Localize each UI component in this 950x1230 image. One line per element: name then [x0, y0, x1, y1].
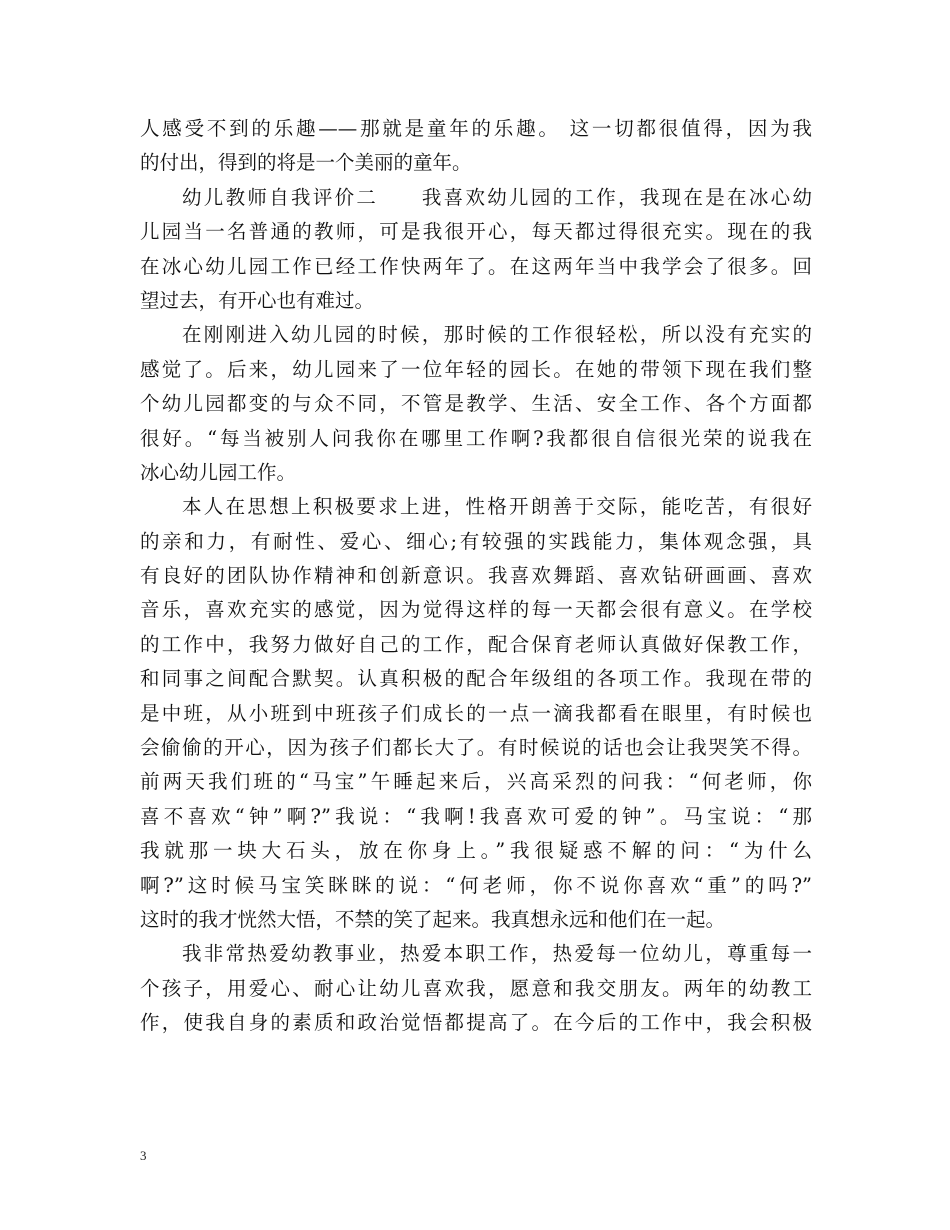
text-line: 很好。“每当被别人问我你在哪里工作啊?我都很自信很光荣的说我在	[140, 426, 812, 450]
text-line: 的工作中，我努力做好自己的工作，配合保育老师认真做好保教工作，	[140, 632, 812, 656]
text-line: 在刚刚进入幼儿园的时候，那时候的工作很轻松，所以没有充实的	[182, 323, 812, 347]
text-line: 我非常热爱幼教事业，热爱本职工作，热爱每一位幼儿，尊重每一	[182, 942, 812, 966]
text-line: 人感受不到的乐趣——那就是童年的乐趣。 这一切都很值得，因为我	[140, 117, 812, 140]
text-line: 和同事之间配合默契。认真积极的配合年级组的各项工作。我现在带的	[140, 667, 812, 691]
text-line: 儿园当一名普通的教师，可是我很开心，每天都过得很充实。现在的我	[140, 220, 812, 244]
page-number: 3	[140, 1148, 147, 1163]
text-line: 有良好的团队协作精神和创新意识。我喜欢舞蹈、喜欢钻研画画、喜欢	[140, 564, 812, 588]
text-line: 幼儿教师自我评价二 我喜欢幼儿园的工作，我现在是在冰心幼	[182, 185, 812, 209]
text-line: 冰心幼儿园工作。	[140, 460, 297, 484]
text-line: 在冰心幼儿园工作已经工作快两年了。在这两年当中我学会了很多。回	[140, 254, 812, 278]
text-line: 是中班，从小班到中班孩子们成长的一点一滴我都看在眼里，有时候也	[140, 701, 812, 725]
text-line: 的付出，得到的将是一个美丽的童年。	[140, 151, 472, 175]
text-line: 这时的我才恍然大悟，不禁的笑了起来。我真想永远和他们在一起。	[140, 907, 726, 931]
text-line: 喜不喜欢“钟”啊?”我说：“我啊!我喜欢可爱的钟”。马宝说：“那	[140, 804, 812, 828]
text-line: 本人在思想上积极要求上进，性格开朗善于交际，能吃苦，有很好	[182, 495, 812, 519]
text-line: 个幼儿园都变的与众不同，不管是教学、生活、安全工作、各个方面都	[140, 392, 812, 416]
text-line: 音乐，喜欢充实的感觉，因为觉得这样的每一天都会很有意义。在学校	[140, 598, 812, 622]
text-line: 感觉了。后来，幼儿园来了一位年轻的园长。在她的带领下现在我们整	[140, 357, 812, 381]
text-line: 个孩子，用爱心、耐心让幼儿喜欢我，愿意和我交朋友。两年的幼教工	[140, 976, 812, 1000]
text-line: 我就那一块大石头，放在你身上。”我很疑惑不解的问：“为什么	[140, 839, 812, 863]
text-line: 前两天我们班的“马宝”午睡起来后，兴高采烈的问我：“何老师，你	[140, 770, 812, 794]
text-line: 的亲和力，有耐性、爱心、细心;有较强的实践能力，集体观念强，具	[140, 529, 812, 553]
text-line: 会偷偷的开心，因为孩子们都长大了。有时候说的话也会让我哭笑不得。	[140, 736, 812, 760]
text-line: 望过去，有开心也有难过。	[140, 288, 375, 312]
text-line: 作，使我自身的素质和政治觉悟都提高了。在今后的工作中，我会积极	[140, 1011, 812, 1035]
body-text	[140, 112, 812, 1041]
text-line: 啊?”这时候马宝笑眯眯的说：“何老师，你不说你喜欢“重”的吗?”	[140, 873, 812, 897]
